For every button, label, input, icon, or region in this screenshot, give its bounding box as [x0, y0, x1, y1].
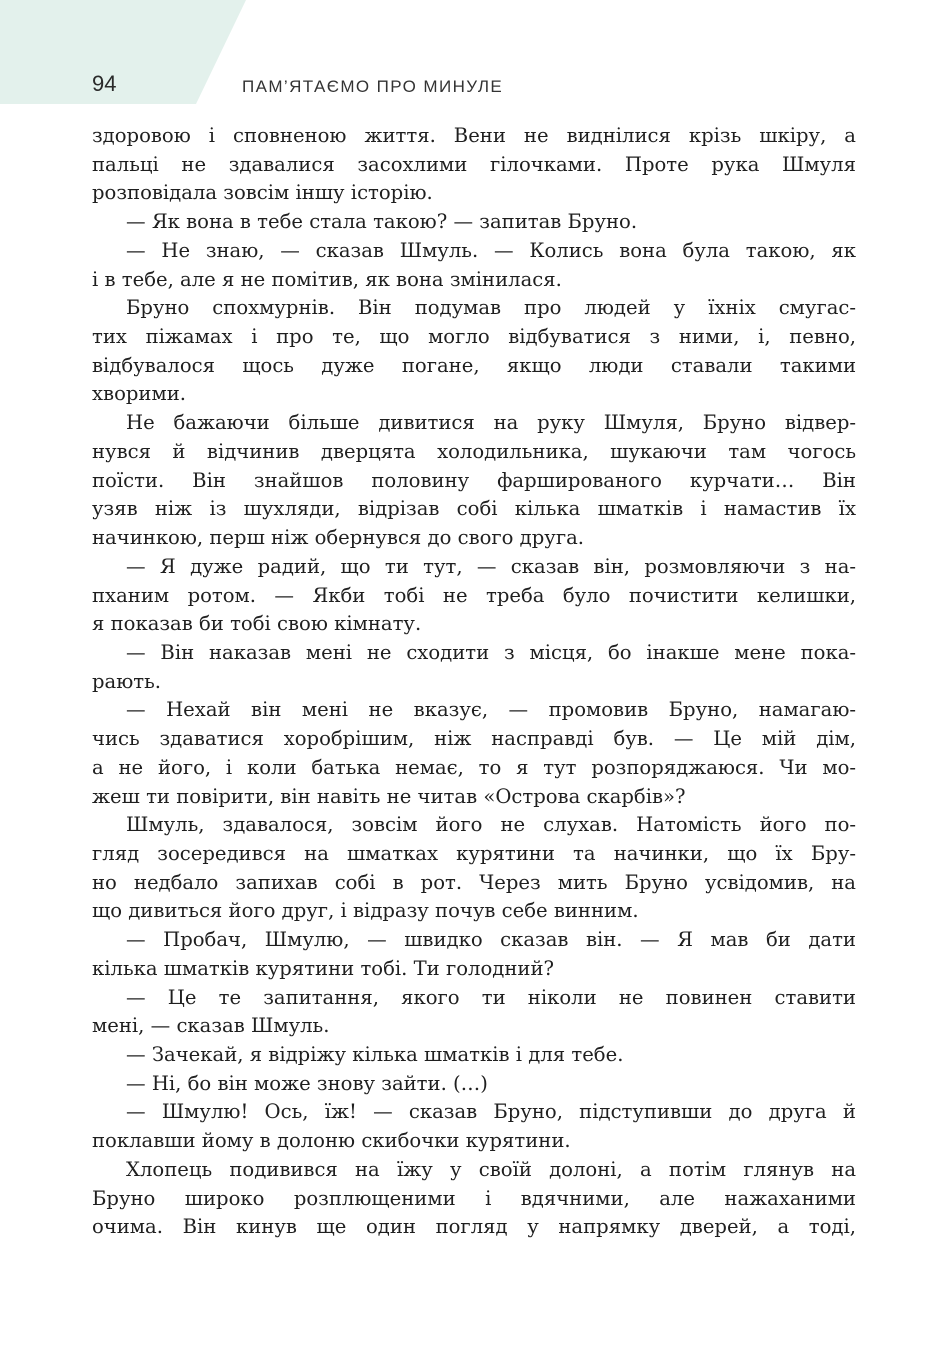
text-line: хворими. — [92, 382, 187, 406]
text-line: — Він наказав мені не сходити з місця, бо інакше мене пока- — [126, 640, 856, 664]
body-text — [92, 122, 856, 1242]
text-line: здоровою і сповненою життя. Вени не виднілися крізь шкіру, а — [92, 124, 856, 147]
text-line: нувся й відчинив дверцята холодильника, шукаючи там чогось — [92, 439, 856, 463]
text-line: — Як вона в тебе стала такою? — запитав Бруно. — [126, 210, 638, 234]
text-line: — Ні, бо він може знову зайти. (…) — [126, 1071, 488, 1095]
text-line: поклавши йому в долоню скибочки курятини. — [92, 1129, 571, 1153]
text-line: і в тебе, але я не помітив, як вона змінилася. — [92, 267, 562, 291]
header-accent-shape — [0, 0, 246, 104]
text-line: но недбало запихав собі в рот. Через мить Бруно усвідомив, на — [92, 870, 856, 894]
text-line: гляд зосередився на шматках курятини та начинки, що їх Бру- — [92, 841, 856, 865]
text-line: Шмуль, здавалося, зовсім його не слухав. Натомість його по- — [126, 813, 856, 837]
text-line: очима. Він кинув ще один погляд у напрямку дверей, а тоді, — [92, 1215, 856, 1239]
text-line: Бруно спохмурнів. Він подумав про людей у їхніх смугас- — [126, 296, 856, 320]
text-line: що дивиться його друг, і відразу почув себе винним. — [92, 899, 639, 923]
text-line: розповідала зовсім іншу історію. — [92, 181, 433, 205]
text-line: Не бажаючи більше дивитися на руку Шмуля, Бруно відвер- — [126, 411, 856, 435]
page-number: 94 — [92, 71, 117, 96]
text-line: відбувалося щось дуже погане, якщо люди ставали такими — [92, 353, 856, 377]
text-line: узяв ніж із шухляди, відрізав собі кілька шматків і намастив їх — [92, 497, 856, 521]
text-line: — Зачекай, я відріжу кілька шматків і для тебе. — [126, 1043, 624, 1066]
text-line: — Це те запитання, якого ти ніколи не повинен ставити — [126, 985, 856, 1009]
text-line: рають. — [92, 669, 162, 693]
text-line: пханим ротом. — Якби тобі не треба було почистити келишки, — [92, 583, 856, 607]
running-head: ПАМ’ЯТАЄМО ПРО МИНУЛЕ — [242, 77, 504, 96]
text-line: — Не знаю, — сказав Шмуль. — Колись вона була такою, як — [126, 238, 856, 262]
text-line: Бруно широко розплющеними і вдячними, але нажаханими — [92, 1186, 856, 1210]
text-line: мені, — сказав Шмуль. — [92, 1014, 330, 1038]
text-line: — Я дуже радий, що ти тут, — сказав він, розмовляючи з на- — [126, 554, 856, 578]
text-line: поїсти. Він знайшов половину фаршированого курчати… Він — [92, 468, 856, 492]
text-line: — Шмулю! Ось, їж! — сказав Бруно, підступивши до друга й — [126, 1100, 856, 1124]
text-line: тих піжамах і про те, що могло відбуватися з ними, і, певно, — [92, 325, 856, 349]
text-line: я показав би тобі свою кімнату. — [92, 612, 422, 636]
text-line: чись здаватися хоробрішим, ніж насправді був. — Це мій дім, — [92, 727, 856, 751]
text-line: жеш ти повірити, він навіть не читав «Острова скарбів»? — [92, 784, 686, 808]
text-line: Хлопець подивився на їжу у своїй долоні, а потім глянув на — [126, 1157, 856, 1181]
text-line: пальці не здавалися засохлими гілочками. Проте рука Шмуля — [92, 152, 856, 176]
text-line: а не його, і коли батька немає, то я тут розпоряджаюся. Чи мо- — [92, 755, 856, 779]
text-line: — Пробач, Шмулю, — швидко сказав він. — Я мав би дати — [126, 928, 856, 952]
text-line: — Нехай він мені не вказує, — промовив Бруно, намагаю- — [126, 698, 856, 722]
text-line: кілька шматків курятини тобі. Ти голодний? — [92, 956, 555, 980]
text-line: начинкою, перш ніж обернувся до свого друга. — [92, 526, 584, 550]
